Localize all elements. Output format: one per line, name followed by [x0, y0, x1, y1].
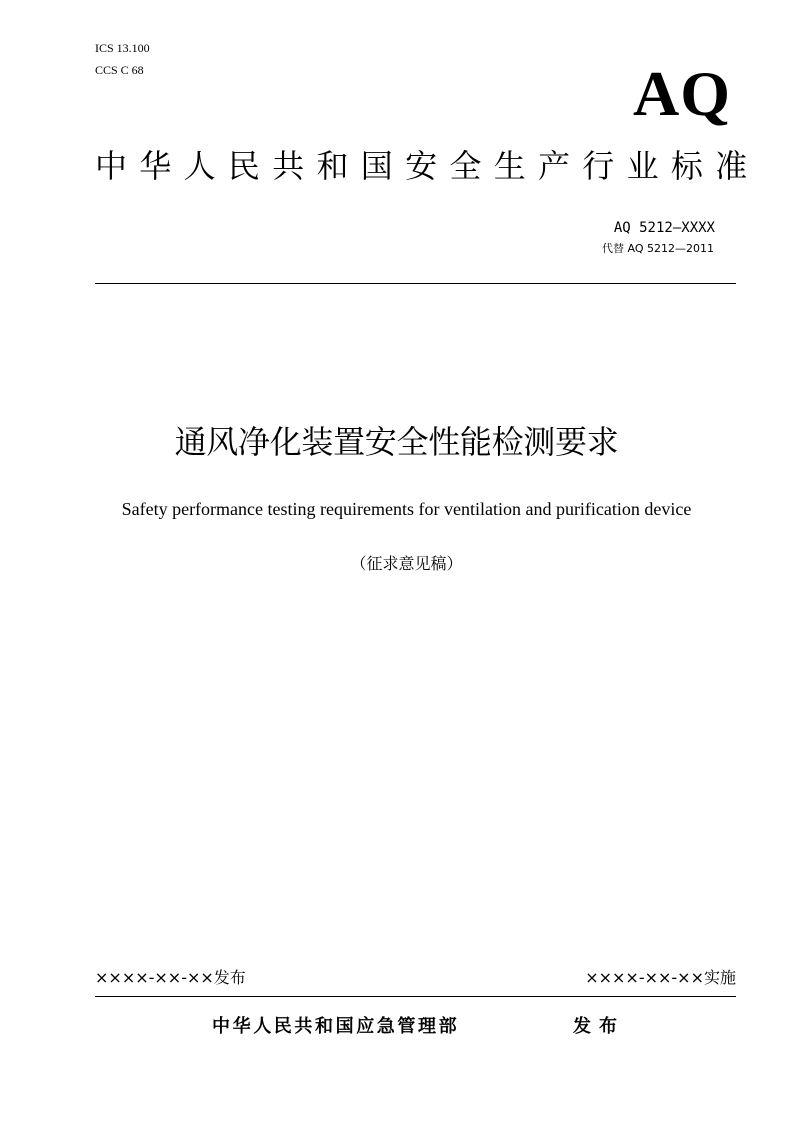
replaced-standard: 代替 AQ 5212—2011 — [602, 242, 714, 255]
aq-logo: AQ — [633, 58, 731, 129]
ics-code: ICS 13.100 — [95, 41, 150, 55]
issue-date: ××××-××-××发布 — [95, 968, 246, 987]
footer-divider — [95, 996, 736, 997]
standard-category-title: 中华人民共和国安全生产行业标准 — [95, 147, 760, 185]
issuing-authority: 中华人民共和国应急管理部 — [212, 1016, 460, 1037]
header-divider — [95, 283, 736, 284]
document-english-title: Safety performance testing requirements for ventilation and purification device — [121, 499, 692, 519]
standard-number: AQ 5212—XXXX — [613, 220, 715, 236]
implementation-date: ××××-××-××实施 — [585, 968, 736, 987]
document-title: 通风净化装置安全性能检测要求 — [174, 423, 619, 461]
draft-status-label: （征求意见稿） — [350, 554, 463, 573]
issuing-action: 发布 — [573, 1016, 625, 1037]
ccs-code: CCS C 68 — [95, 63, 144, 77]
